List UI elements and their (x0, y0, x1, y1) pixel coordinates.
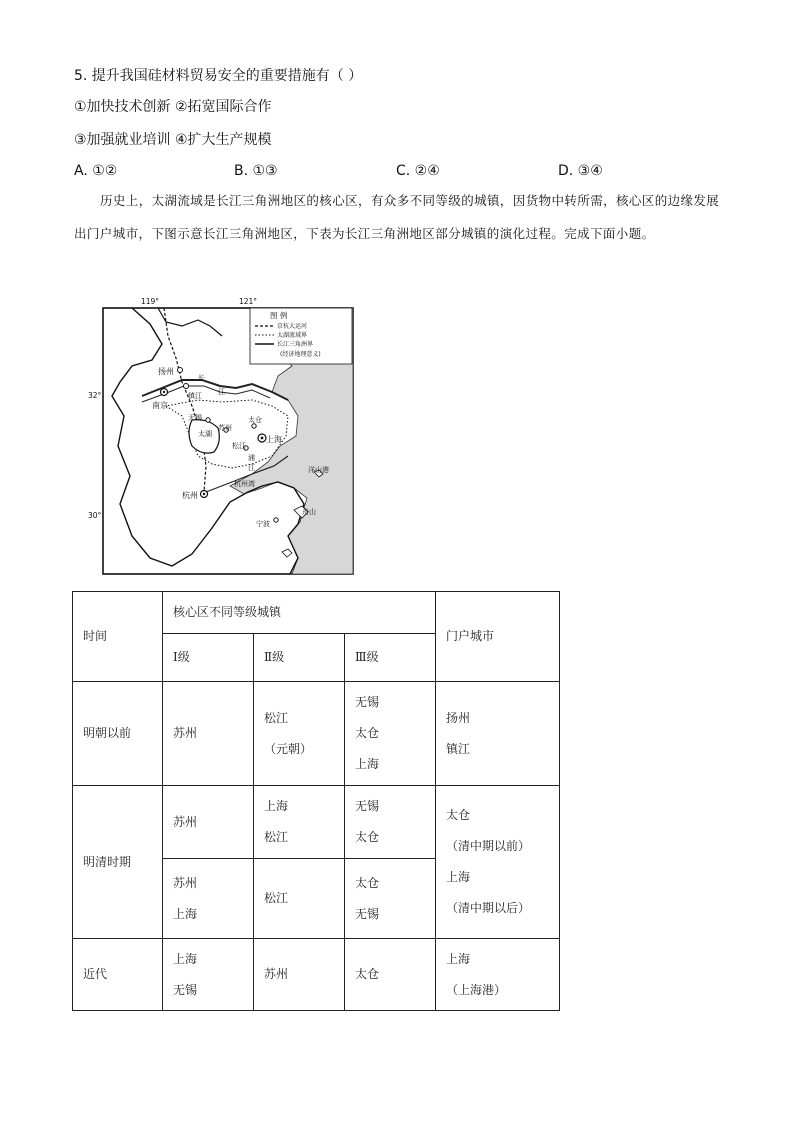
cell-line: （上海港） (446, 982, 507, 997)
lon-label-119: 119° (140, 297, 160, 306)
lat-label-30: 30° (88, 511, 102, 520)
row-level-3 (345, 859, 436, 939)
cell-line: 上海 (173, 951, 198, 966)
header-core-towns: 核心区不同等级城镇 (163, 592, 436, 634)
place-hangzhou: 杭州 (182, 491, 198, 500)
cell-line: 苏州 (264, 967, 289, 981)
cell-line: 扬州 (446, 710, 471, 725)
cell-line: 上海 (446, 951, 471, 966)
lon-label-121: 121° (238, 297, 258, 306)
row-level-2 (254, 939, 345, 1011)
cell-line: 松江 (264, 830, 289, 844)
question-options-line-1: ①加快技术创新 ②拓宽国际合作 (74, 99, 272, 115)
table-row (73, 786, 560, 859)
cell-line: （清中期以后） (446, 901, 531, 915)
row-gateway (436, 939, 560, 1011)
place-wuxi: 无锡 (188, 414, 202, 422)
cell-line: 上海 (264, 799, 289, 813)
cell-line: 上海 (173, 906, 198, 921)
cell-line: 松江 (264, 710, 289, 725)
legend-item-delta-note: (经济地理意义) (280, 351, 321, 358)
header-level-1: Ⅰ级 (163, 634, 254, 682)
row-level-1 (163, 939, 254, 1011)
question-options-line-2: ③加强就业培训 ④扩大生产规模 (74, 132, 272, 148)
place-zhenjiang: 镇江 (188, 392, 202, 400)
lat-label-32: 32° (88, 391, 102, 400)
header-level-3: Ⅲ级 (345, 634, 436, 682)
cell-line: 上海 (355, 757, 380, 771)
answer-d[interactable]: D. ③④ (558, 163, 603, 179)
row-level-2 (254, 682, 345, 786)
row-level-3 (345, 939, 436, 1011)
row-level-3 (345, 786, 436, 859)
river-label-jiang-2: 江 (248, 464, 255, 472)
row-time: 明朝以前 (73, 682, 163, 786)
cell-line: 无锡 (355, 695, 380, 709)
header-level-2: Ⅱ级 (254, 634, 345, 682)
row-level-3 (345, 682, 436, 786)
passage-text: 历史上，太湖流域是长江三角洲地区的核心区，有众多不同等级的城镇，因货物中转所需，核心区的边缘发展出门户城市，下图示意长江三角洲地区，下表为长江三角洲地区部分城镇的演化过程。完成下面小题。 (74, 193, 720, 241)
cell-line: 无锡 (173, 982, 198, 997)
cell-line: 太仓 (355, 875, 380, 890)
row-level-2 (254, 859, 345, 939)
row-gateway (436, 682, 560, 786)
river-label-chang: 长 (198, 374, 205, 382)
row-level-1 (163, 682, 254, 786)
place-taicang: 太仓 (248, 416, 262, 424)
answer-b[interactable]: B. ①③ (234, 163, 278, 179)
header-gateway-city: 门户城市 (436, 592, 560, 682)
place-yangzhou: 扬州 (158, 367, 174, 376)
answer-a[interactable]: A. ①② (74, 163, 118, 179)
map-legend-title: 图 例 (270, 311, 288, 320)
table-row (73, 682, 560, 786)
town-evolution-table (72, 591, 560, 1011)
legend-item-delta-boundary: 长江三角洲界 (277, 341, 314, 348)
cell-line: 太仓 (446, 808, 471, 822)
row-time: 近代 (73, 939, 163, 1011)
cell-line: 无锡 (355, 906, 380, 921)
cell-line: 松江 (264, 891, 289, 905)
river-label-pu: 浦 (248, 454, 255, 462)
answer-c[interactable]: C. ②④ (396, 163, 440, 179)
river-label-jiang: 江 (218, 388, 225, 396)
row-level-2 (254, 786, 345, 859)
row-level-1 (163, 859, 254, 939)
header-time: 时间 (73, 592, 163, 682)
place-songjiang: 松江 (232, 442, 246, 450)
legend-item-grand-canal: 京杭大运河 (277, 323, 308, 330)
place-suzhou: 苏州 (218, 424, 232, 432)
yangtze-delta-map (88, 296, 356, 576)
cell-line: 无锡 (355, 799, 380, 813)
place-ningbo: 宁波 (256, 520, 270, 528)
row-gateway (436, 786, 560, 939)
cell-line: 苏州 (173, 726, 198, 740)
cell-line: 太仓 (355, 830, 380, 844)
cell-line: 苏州 (173, 875, 198, 890)
place-yangshan-port: 洋山港 (308, 466, 329, 474)
lake-label-taihu: 太湖 (198, 430, 212, 438)
cell-line: 上海 (446, 870, 471, 884)
table-row (73, 939, 560, 1011)
legend-item-taihu-boundary: 太湖流域界 (277, 332, 308, 339)
bay-label-hangzhou: 杭州湾 (234, 480, 255, 488)
cell-line: 太仓 (355, 726, 380, 740)
row-level-1 (163, 786, 254, 859)
cell-line: （元朝） (264, 741, 313, 756)
place-nanjing: 南京 (152, 401, 168, 410)
cell-line: 太仓 (355, 967, 380, 981)
row-time: 明清时期 (73, 786, 163, 939)
place-zhoushan: 舟山 (302, 508, 316, 516)
cell-line: 苏州 (173, 814, 198, 829)
place-shanghai: 上海 (266, 435, 282, 444)
cell-line: 镇江 (446, 741, 471, 756)
cell-line: （清中期以前） (446, 839, 531, 853)
question-title: 5. 提升我国硅材料贸易安全的重要措施有（ ） (74, 68, 363, 84)
